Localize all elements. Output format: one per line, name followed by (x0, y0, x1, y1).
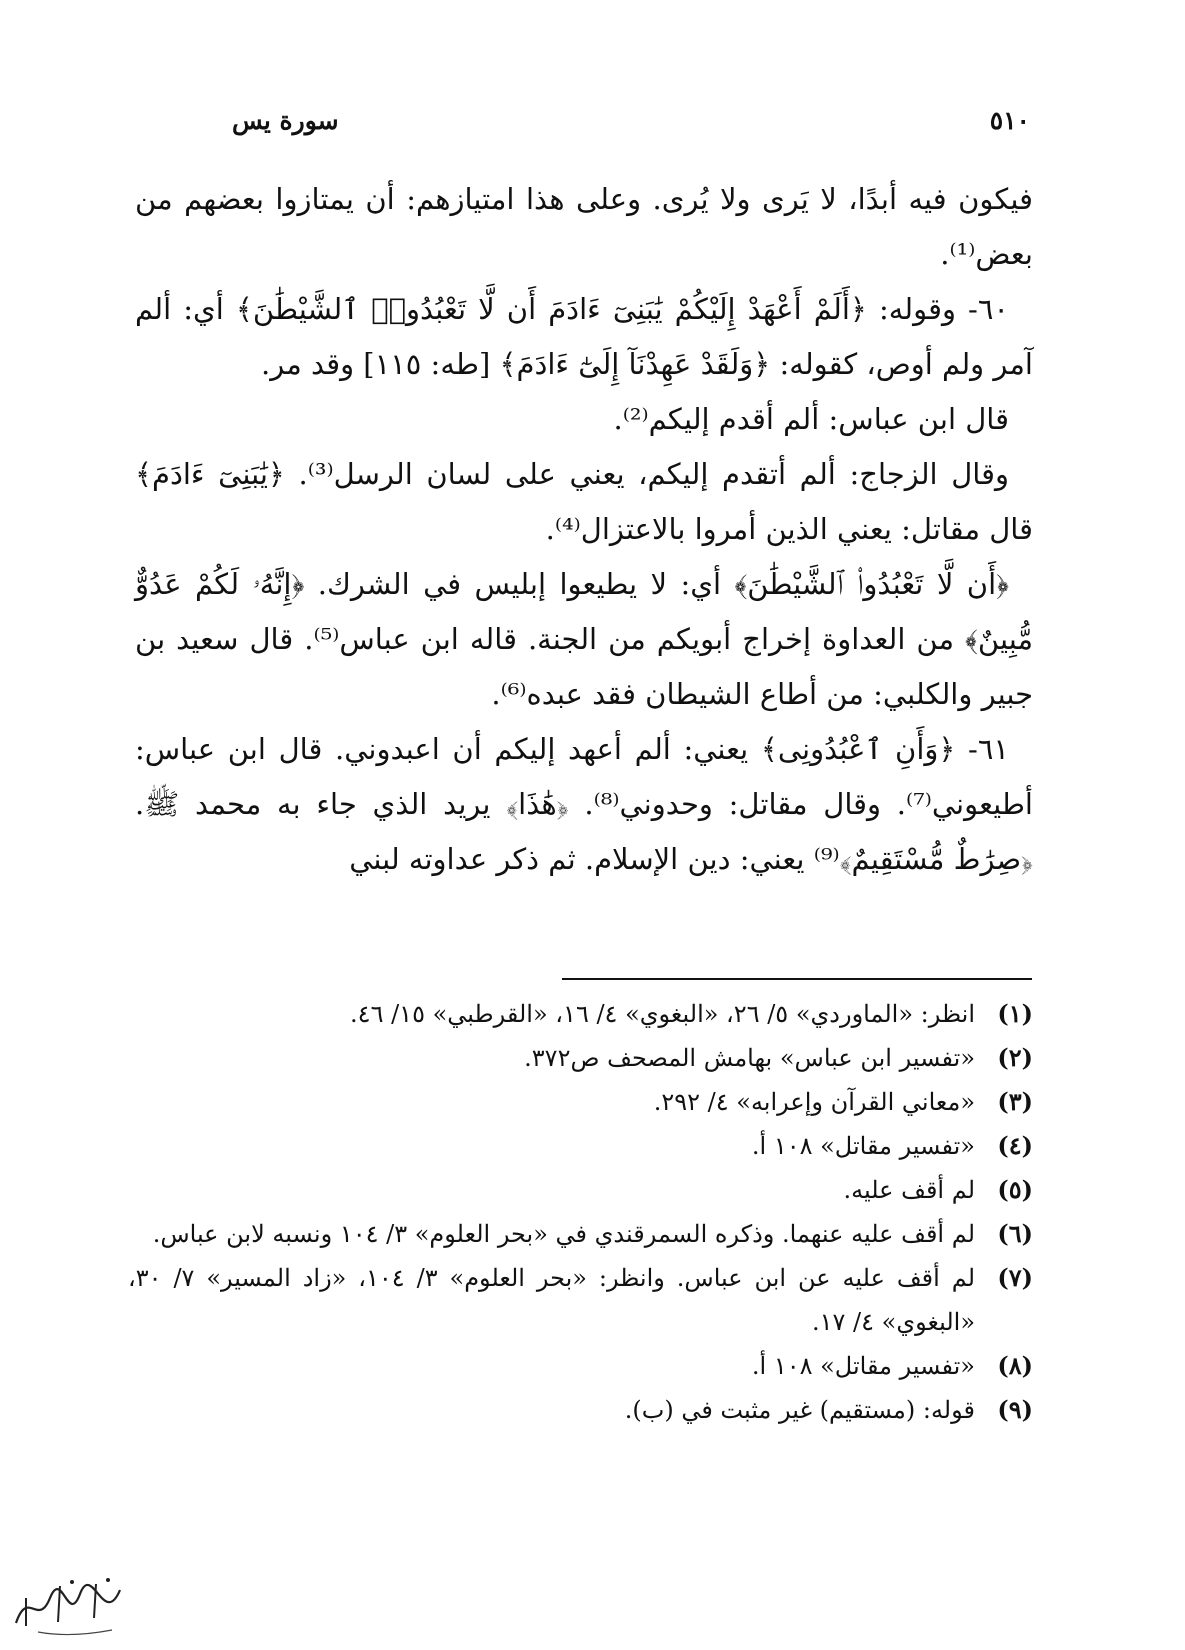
footnote-number: (١) (997, 999, 1033, 1028)
footnote (128, 1388, 1033, 1432)
footnote-number: (٣) (997, 1087, 1033, 1116)
footnote-text: لم أقف عليه عنهما. وذكره السمرقندي في «بحر العلوم» ٣/ ١٠٤ ونسبه لابن عباس. (152, 1220, 975, 1248)
footnotes (128, 992, 1033, 1432)
footnote-text: انظر: «الماوردي» ٥/ ٢٦، «البغوي» ٤/ ١٦، «القرطبي» ١٥/ ٤٦. (350, 1000, 975, 1028)
footnote-number: (٢) (997, 1043, 1033, 1072)
main-text (135, 172, 1033, 887)
paragraph: وقال الزجاج: ألم أتقدم إليكم، يعني على لسان الرسل⁽³⁾. ﴿يَٰبَنِىٓ ءَادَمَ﴾ قال مقاتل: يعني الذين أمروا بالاعتزال⁽⁴⁾. (135, 457, 1033, 546)
footnote-text: «تفسير مقاتل» ١٠٨ أ. (751, 1352, 975, 1380)
page-number: ٥١٠ (989, 105, 1030, 135)
footnote-text: قوله: (مستقيم) غير مثبت في (ب). (624, 1396, 975, 1424)
surah-title: سورة يس (232, 105, 339, 135)
calligraphy-logo-icon (8, 1568, 133, 1640)
footnote (128, 1036, 1033, 1080)
footnote-number: (٤) (997, 1131, 1033, 1160)
page-header (232, 100, 1030, 140)
footnote (128, 1256, 1033, 1344)
footnote (128, 1168, 1033, 1212)
footnote-text: لم أقف عليه. (843, 1176, 975, 1204)
footnote (128, 1080, 1033, 1124)
calligraphy-logo-icon (8, 1568, 133, 1640)
footnote-text: «تفسير ابن عباس» بهامش المصحف ص٣٧٢. (524, 1044, 975, 1072)
paragraph: قال ابن عباس: ألم أقدم إليكم⁽²⁾. (613, 402, 1009, 436)
footnote-number: (٩) (997, 1395, 1033, 1424)
footnote (128, 992, 1033, 1036)
footnote-text: «تفسير مقاتل» ١٠٨ أ. (751, 1132, 975, 1160)
paragraph: ٦١- ﴿وَأَنِ ٱعْبُدُونِى﴾ يعني: ألم أعهد إليكم أن اعبدوني. قال ابن عباس: أطيعوني⁽⁷⁾. وقال مقاتل: وحدوني⁽⁸⁾. ﴿هَٰذَا﴾ يريد الذي جاء به محمد ﷺ. ﴿صِرَٰطٌ مُّسْتَقِيمٌ﴾⁽⁹⁾ يعني: دين الإسلام. ثم ذكر عداوته لبني (135, 732, 1033, 876)
paragraph: فيكون فيه أبدًا، لا يَرى ولا يُرى. وعلى هذا امتيازهم: أن يمتازوا بعضهم من بعض⁽¹⁾. (135, 182, 1033, 271)
paragraph: ٦٠- وقوله: ﴿أَلَمْ أَعْهَدْ إِلَيْكُمْ يَٰبَنِىٓ ءَادَمَ أَن لَّا تَعْبُدُوا۟ ٱلشَّيْطَٰنَ﴾ أي: ألم آمر ولم أوص، كقوله: ﴿وَلَقَدْ عَهِدْنَآ إِلَىٰٓ ءَادَمَ﴾ [طه: ١١٥] وقد مر. (135, 292, 1033, 381)
footnote-divider (562, 978, 1032, 980)
footnote-number: (٦) (997, 1219, 1033, 1248)
paragraph: ﴿أَن لَّا تَعْبُدُوا۟ ٱلشَّيْطَٰنَ﴾ أي: لا يطيعوا إبليس في الشرك. ﴿إِنَّهُۥ لَكُمْ عَدُوٌّ مُّبِينٌ﴾ من العداوة إخراج أبويكم من الجنة. قاله ابن عباس⁽⁵⁾. قال سعيد بن جبير والكلبي: من أطاع الشيطان فقد عبده⁽⁶⁾. (135, 567, 1033, 711)
footnote-text: «معاني القرآن وإعرابه» ٤/ ٢٩٢. (653, 1088, 975, 1116)
footnote (128, 1344, 1033, 1388)
footnote (128, 1124, 1033, 1168)
footnote-number: (٥) (997, 1175, 1033, 1204)
footnote-text: لم أقف عليه عن ابن عباس. وانظر: «بحر العلوم» ٣/ ١٠٤، «زاد المسير» ٧/ ٣٠، «البغوي» ٤/ ١٧. (128, 1264, 976, 1336)
footnote-number: (٨) (997, 1351, 1033, 1380)
footnote-number: (٧) (997, 1263, 1033, 1292)
footnote (128, 1212, 1033, 1256)
